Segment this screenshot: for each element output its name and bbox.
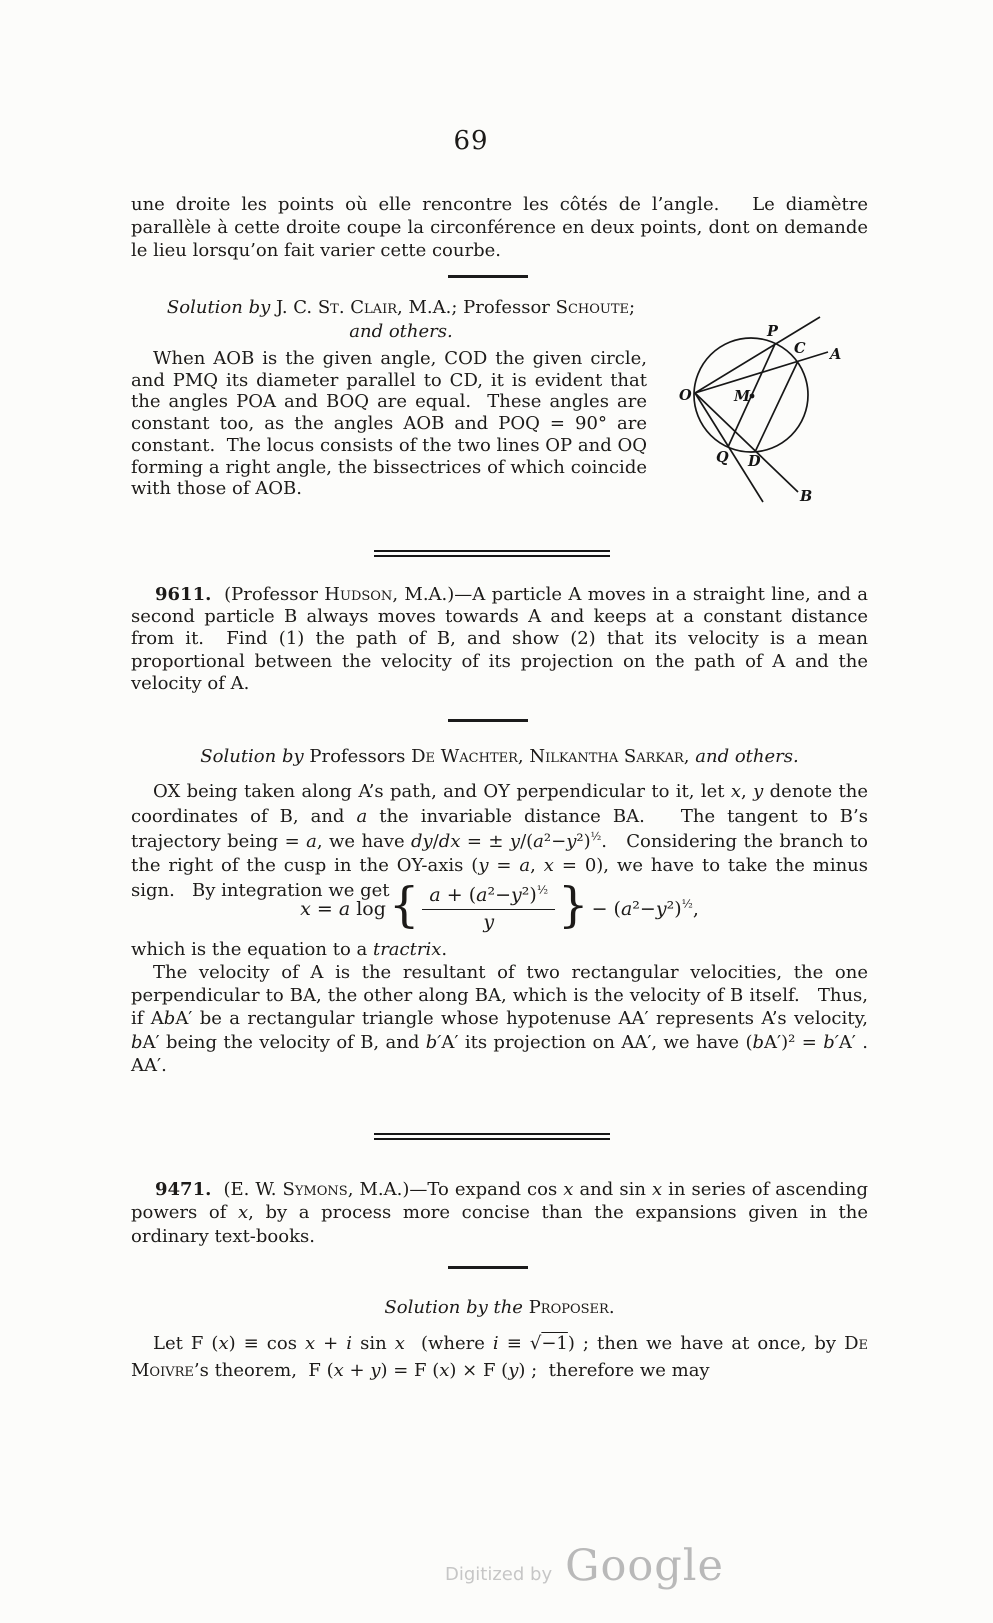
figure-label-A: A — [830, 346, 842, 363]
solution1-header — [131, 296, 671, 344]
solution1-header-line2: and others. — [349, 321, 453, 342]
question-9611: 9611. (Professor Hudson, M.A.)—A particle A moves in a straight line, and a second particle B always moves towards A and keeps at a constant distance from it. Find (1) the path of B, and show (2) that its velocity is a mean proportional between the velocity of its projection on the path of A and the velocity of A. — [131, 584, 874, 694]
divider-double-rule-2 — [374, 1133, 610, 1140]
equation-rhs: − $(a^2-y^2)^{\frac{1}{2}}$, — [591, 896, 699, 920]
figure-label-B: B — [800, 488, 813, 505]
watermark-digitized-by-text: Digitized by — [445, 1564, 553, 1585]
google-logo: Google — [565, 1541, 724, 1591]
intro-paragraph-french: une droite les points où elle rencontre les côtés de l’angle. Le diamètre parallèle à cette droite coupe la circonférence en deux points, dont on demande le lieu lorsqu’on fait varier cette courbe. — [131, 194, 874, 262]
figure-center-dot — [750, 394, 755, 399]
solution2-tractrix-line: which is the equation to a tractrix. — [131, 939, 448, 960]
figure-label-C: C — [794, 340, 806, 357]
tractrix-equation — [131, 877, 868, 934]
page-number: 69 — [453, 126, 489, 156]
divider-double-rule-1 — [374, 550, 610, 557]
divider-short-rule-1 — [448, 275, 528, 278]
watermark — [445, 1541, 724, 1591]
equation-open-brace: { — [388, 877, 420, 934]
fraction-numerator: $a + (a^2-y^2)^{\frac{1}{2}}$ — [422, 884, 555, 910]
figure-label-Q: Q — [716, 449, 729, 466]
equation-lhs: x = a log — [300, 897, 386, 920]
figure-label-D: D — [748, 453, 761, 470]
divider-short-rule-3 — [448, 1266, 528, 1269]
solution2-paragraph-2: The velocity of A is the resultant of two rectangular velocities, the one perpendicular to BA, the other along BA, which is the velocity of B itself. Thus, if AbA′ be a rectangular triangle whose hypotenuse AA′ represents A’s velocity, bA′ being the velocity of B, and b′A′ its projection on AA′, we have (bA′)² = b′A′ . AA′. — [131, 962, 874, 1076]
solution1-header-line1: Solution by J. C. St. Clair, M.A.; Professor Schoute; — [166, 297, 636, 318]
figure-label-M: M — [734, 388, 751, 405]
equation-close-brace: } — [558, 877, 589, 934]
question-9471: 9471. (E. W. Symons, M.A.)—To expand cos x and sin x in series of ascending powers of x, by a process more concise than the expansions given in the ordinary text-books. — [131, 1179, 874, 1247]
solution3-header: Solution by the Proposer. — [384, 1297, 615, 1318]
solution3-paragraph: Let F (x) ≡ cos x + i sin x (where i ≡ √−1) ; then we have at once, by De Moivre’s theorem, F (x + y) = F (x) × F (y) ; therefore we may — [131, 1333, 874, 1381]
equation-fraction — [422, 884, 555, 934]
figure-label-P: P — [767, 323, 778, 340]
geometry-figure — [648, 295, 903, 517]
solution2-header: Solution by Professors De Wachter, Nilkantha Sarkar, and others. — [200, 746, 799, 767]
solution2-paragraph-1: OX being taken along A’s path, and OY perpendicular to it, let x, y denote the coordinates of B, and a the invariable distance BA. The tangent to B’s trajectory being = a, we have dy/dx = ± $y/(a^2-y^2)^{\frac{1}{2}}$. Considering the branch to the right of the cusp in the OY-axis (y = a, x = 0), we have to take the minus sign. By integration we get — [131, 781, 874, 902]
solution1-body: When AOB is the given angle, COD the given circle, and PMQ its diameter parallel to CD, it is evident that the angles POA and BOQ are equal. These angles are constant too, as the angles AOB and POQ = 90° are constant. The locus consists of the two lines OP and OQ forming a right angle, the bissectrices of which coincide with those of AOB. — [131, 348, 653, 500]
figure-label-O: O — [679, 387, 692, 404]
fraction-denominator: y — [483, 910, 495, 933]
divider-short-rule-2 — [448, 719, 528, 722]
